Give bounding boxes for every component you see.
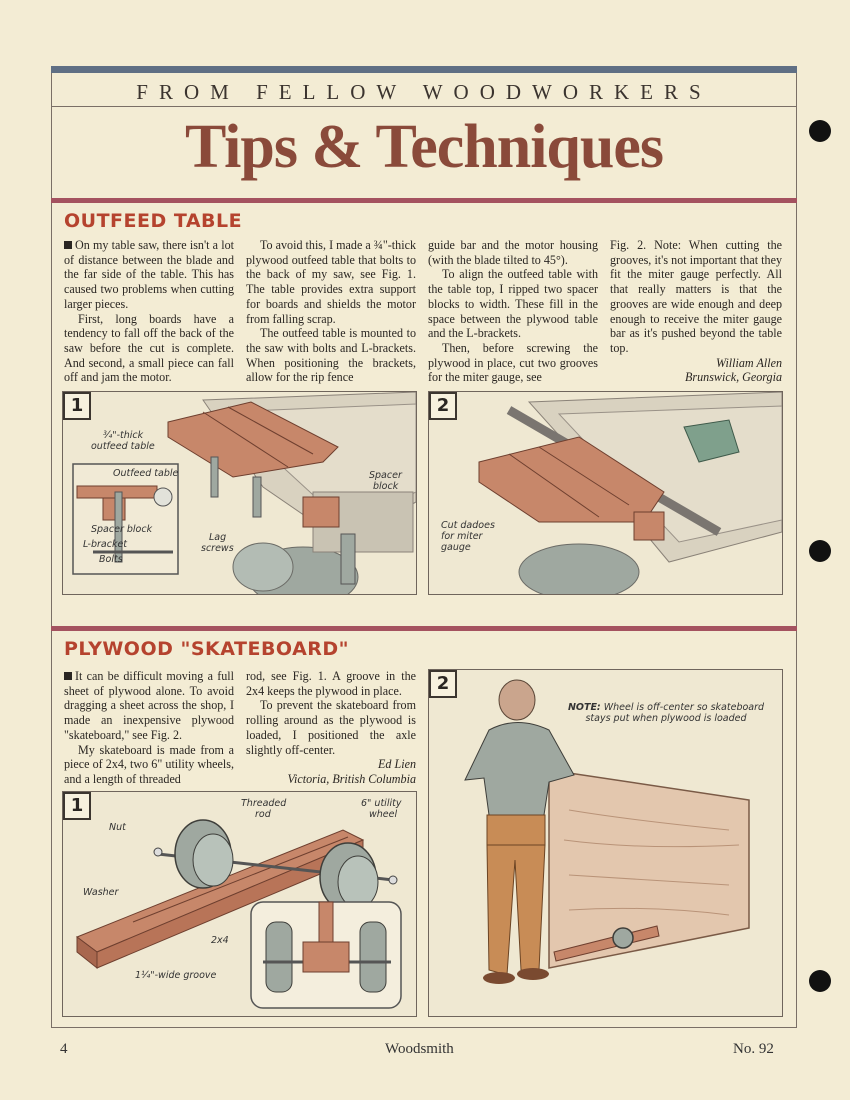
- paragraph: To avoid this, I made a ¾"-thick plywood outfeed table that bolts to the back of my saw, see Fig. 1. The table provides extra support for boards and shields the motor from falling scrap.: [246, 238, 416, 326]
- paragraph: rod, see Fig. 1. A groove in the 2x4 keeps the plywood in place.: [246, 669, 416, 698]
- label-spacer-block: Spacer block: [91, 524, 153, 535]
- paragraph: To prevent the skateboard from rolling around as the plywood is loaded, I positioned the axle slightly off-center.: [246, 698, 416, 757]
- paragraph: guide bar and the motor housing (with the blade tilted to 45°).: [428, 238, 598, 267]
- issue-number: No. 92: [733, 1041, 774, 1057]
- label-wheel: wheel: [369, 809, 398, 820]
- outfeed-heading: OUTFEED TABLE: [64, 210, 243, 232]
- label-cut-dadoes: Cut dadoes: [441, 520, 495, 531]
- label-for-miter: for miter: [441, 531, 483, 542]
- author-name: William Allen: [716, 355, 782, 370]
- paragraph: My skateboard is made from a piece of 2x4, two 6" utility wheels, and a length of threaded: [64, 742, 234, 786]
- figure-number: 2: [429, 670, 457, 698]
- paragraph: Fig. 2. Note: When cutting the grooves, it's not important that they fit the miter gauge perfectly. All that really matters is that the grooves are wide enough and deep enough to receive the miter gauge bar as it's pushed beyond the table top.: [610, 238, 782, 355]
- paragraph: It can be difficult moving a full sheet of plywood alone. To avoid dragging a sheet across the shop, I made an inexpensive plywood "skateboard," see Fig. 2.: [64, 669, 234, 742]
- outfeed-column-2: [246, 238, 416, 385]
- outfeed-figure-2: [428, 391, 783, 595]
- figure-number: 2: [429, 392, 457, 420]
- outfeed-column-3: [428, 238, 598, 385]
- label-outfeed-table: outfeed table: [91, 441, 155, 452]
- skateboard-note: [561, 702, 771, 724]
- magazine-name: Woodsmith: [385, 1041, 454, 1057]
- label-thick: ¾"-thick: [103, 430, 144, 441]
- label-screws: screws: [201, 543, 234, 554]
- label-spacer: Spacer: [369, 470, 402, 481]
- outfeed-figure-1: [62, 391, 417, 595]
- binder-hole-bottom: [809, 970, 831, 992]
- outfeed-column-1: [64, 238, 234, 385]
- label-rod: rod: [255, 809, 271, 820]
- label-inset-outfeed-table: Outfeed table: [113, 468, 179, 479]
- paragraph: The outfeed table is mounted to the saw with bolts and L-brackets. When positioning the brackets, allow for the rip fence: [246, 326, 416, 385]
- bullet-square-icon: [64, 672, 72, 680]
- outfeed-column-4: [610, 238, 782, 385]
- label-threaded: Threaded: [241, 798, 287, 809]
- binder-hole-middle: [809, 540, 831, 562]
- label-nut: Nut: [109, 822, 126, 833]
- outfeed-dadoes-illustration: [429, 392, 782, 594]
- figure-number: 1: [63, 392, 91, 420]
- label-2x4: 2x4: [211, 935, 229, 946]
- title-rule: [51, 198, 797, 203]
- skateboard-column-2: [246, 669, 416, 787]
- author-location: Victoria, British Columbia: [287, 771, 416, 786]
- skateboard-heading: PLYWOOD "SKATEBOARD": [64, 638, 350, 660]
- paragraph: To align the outfeed table with the table top, I ripped two spacer blocks to width. These fill in the space between the plywood table and the L-brackets.: [428, 267, 598, 341]
- label-l-bracket: L-bracket: [83, 539, 128, 550]
- top-color-bar: [51, 66, 797, 73]
- skateboard-figure-2: [428, 669, 783, 1017]
- paragraph: Then, before screwing the plywood in place, cut two grooves for the miter gauge, see: [428, 340, 598, 385]
- skateboard-figure-1: [62, 791, 417, 1017]
- label-washer: Washer: [83, 887, 119, 898]
- paragraph: First, long boards have a tendency to fall off the back of the saw before the cut is complete. And second, a small piece can fall off and jam the motor.: [64, 311, 234, 385]
- section-kicker: FROM FELLOW WOODWORKERS: [136, 80, 712, 104]
- kicker-rule: [51, 106, 797, 107]
- label-gauge: gauge: [441, 542, 471, 553]
- bullet-square-icon: [64, 241, 72, 249]
- paragraph: On my table saw, there isn't a lot of distance between the blade and the far side of the table. This has caused two problems when cutting larger pieces.: [64, 238, 234, 311]
- label-lag: Lag: [209, 532, 227, 543]
- figure-number: 1: [63, 792, 91, 820]
- label-groove: 1¼"-wide groove: [135, 970, 217, 981]
- binder-hole-top: [809, 120, 831, 142]
- label-bolts: Bolts: [99, 554, 123, 565]
- page-number: 4: [60, 1041, 68, 1057]
- author-location: Brunswick, Georgia: [685, 370, 782, 385]
- note-text-line-1: Wheel is off-center so skateboard: [603, 702, 765, 713]
- skateboard-column-1: [64, 669, 234, 787]
- note-text-line-2: stays put when plywood is loaded: [585, 713, 747, 724]
- label-block: block: [373, 481, 399, 492]
- label-utility: 6" utility: [361, 798, 402, 809]
- note-label: NOTE:: [567, 702, 601, 713]
- page-title: Tips & Techniques: [184, 113, 664, 181]
- section-rule: [51, 626, 797, 631]
- author-name: Ed Lien: [378, 757, 416, 772]
